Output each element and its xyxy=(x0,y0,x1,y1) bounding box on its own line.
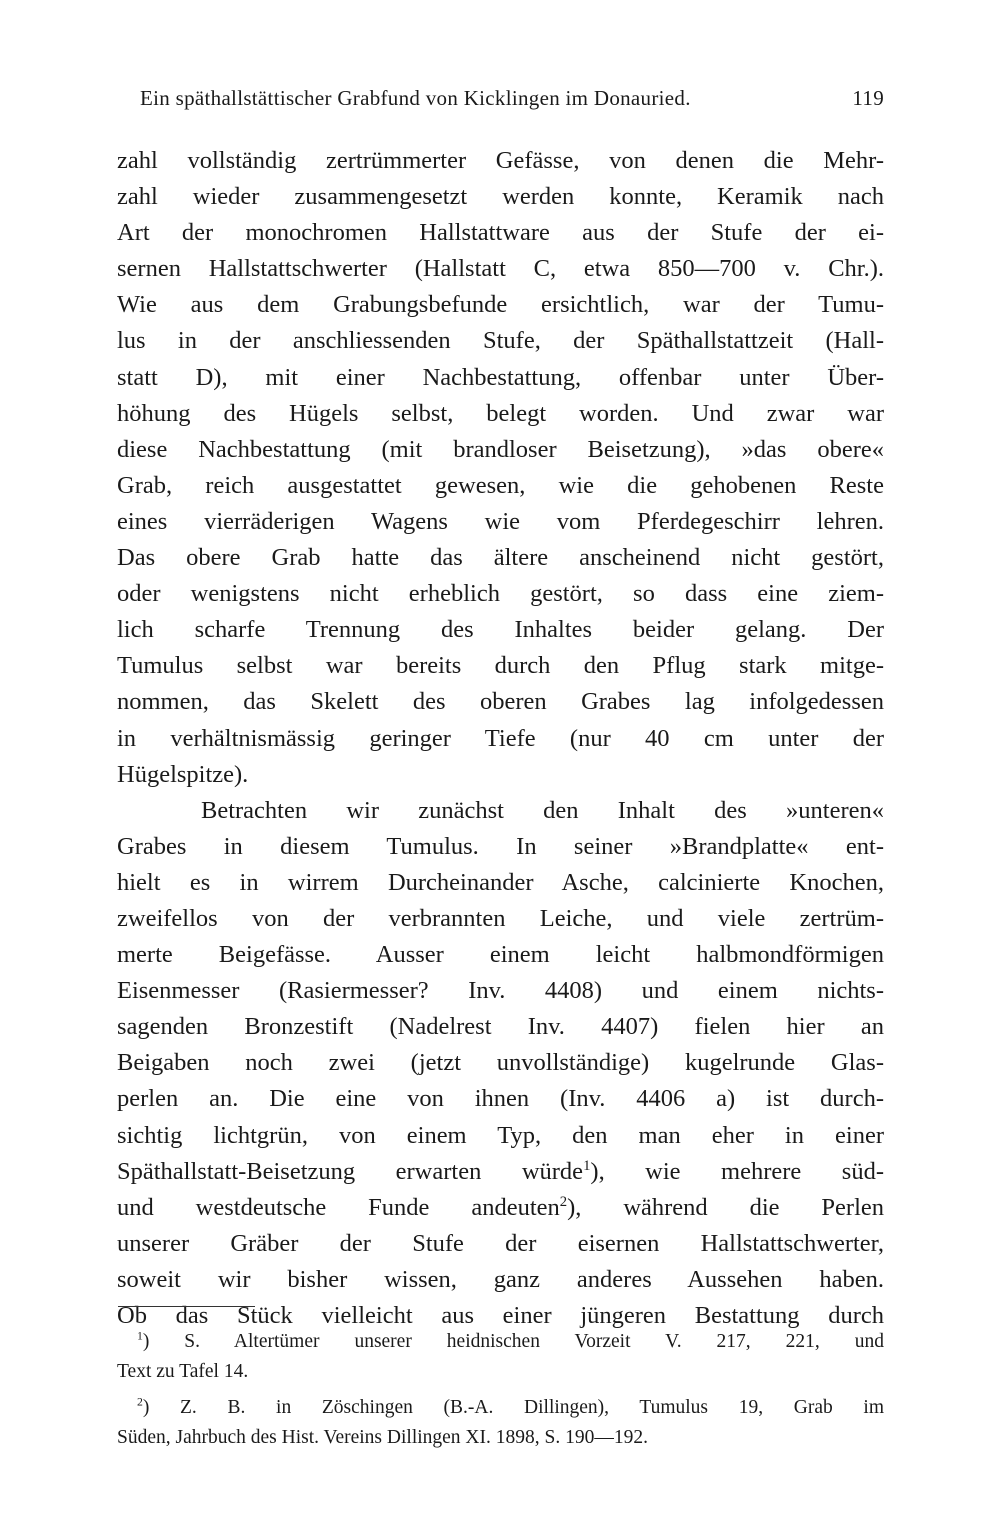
text-line: Betrachten wir zunächst den Inhalt des »unteren« xyxy=(201,796,884,824)
text-line: zahl wieder zusammengesetzt werden konnte, Keramik nach xyxy=(117,183,884,211)
text-line: Hügelspitze). xyxy=(117,760,249,788)
text-line: zahl vollständig zertrümmerter Gefässe, von denen die Mehr- xyxy=(117,147,884,174)
text-line: lich scharfe Trennung des Inhaltes beider gelang. Der xyxy=(117,616,884,644)
text-line: Das obere Grab hatte das ältere anscheinend nicht gestört, xyxy=(117,544,884,572)
text-line: nommen, das Skelett des oberen Grabes lag infolgedessen xyxy=(117,688,884,716)
text-line xyxy=(117,1154,884,1190)
text-line: in verhältnismässig geringer Tiefe (nur 40 cm unter der xyxy=(117,724,884,752)
text-line: zweifellos von der verbrannten Leiche, und viele zertrüm- xyxy=(117,904,884,932)
footnote-mark: 1 xyxy=(137,1329,143,1343)
body-text xyxy=(117,143,884,1334)
text-line: unserer Gräber der Stufe der eisernen Hallstattschwerter, xyxy=(117,1229,884,1257)
text-line: Ob das Stück vielleicht aus einer jüngeren Bestattung durch xyxy=(117,1302,884,1329)
text-line xyxy=(117,1190,884,1226)
text-line: Wie aus dem Grabungsbefunde ersichtlich, war der Tumu- xyxy=(117,291,884,319)
text-line: statt D), mit einer Nachbestattung, offenbar unter Über- xyxy=(117,363,884,391)
text-line: merte Beigefässe. Ausser einem leicht halbmondförmigen xyxy=(117,941,884,969)
text-line: eines vierräderigen Wagens wie vom Pferdegeschirr lehren. xyxy=(117,507,884,535)
footnote-separator xyxy=(118,1306,255,1307)
text-fragment: ) Z. B. in Zöschingen (B.-A. Dillingen), Tumulus 19, Grab im xyxy=(142,1397,884,1418)
text-line: sichtig lichtgrün, von einem Typ, den man eher in einer xyxy=(117,1121,884,1149)
text-line: hielt es in wirrem Durcheinander Asche, calcinierte Knochen, xyxy=(117,868,884,896)
text-line: sagenden Bronzestift (Nadelrest Inv. 4407) fielen hier an xyxy=(117,1013,884,1041)
footnote-1 xyxy=(117,1327,884,1387)
text-line: höhung des Hügels selbst, belegt worden. Und zwar war xyxy=(117,399,884,427)
text-fragment: ) S. Altertümer unserer heidnischen Vorzeit V. 217, 221, und xyxy=(142,1331,884,1352)
footnote-line xyxy=(117,1327,884,1357)
text-line: perlen an. Die eine von ihnen (Inv. 4406 a) ist durch- xyxy=(117,1085,884,1113)
text-line: soweit wir bisher wissen, ganz anderes Aussehen haben. xyxy=(117,1265,884,1293)
running-header-title: Ein späthallstättischer Grabfund von Kicklingen im Donauried. xyxy=(140,86,691,110)
text-line: Beigaben noch zwei (jetzt unvollständige) kugelrunde Glas- xyxy=(117,1049,884,1077)
page-number: 119 xyxy=(852,86,884,110)
footnote-line xyxy=(117,1393,884,1423)
text-fragment: ), während die Perlen xyxy=(567,1193,884,1221)
text-line: diese Nachbestattung (mit brandloser Beisetzung), »das obere« xyxy=(117,435,884,463)
text-line: lus in der anschliessenden Stufe, der Späthallstattzeit (Hall- xyxy=(117,327,884,355)
text-line: Grabes in diesem Tumulus. In seiner »Brandplatte« ent- xyxy=(117,832,884,860)
text-line: sernen Hallstattschwerter (Hallstatt C, etwa 850—700 v. Chr.). xyxy=(117,255,884,283)
footnote-line: Text zu Tafel 14. xyxy=(117,1361,249,1382)
text-fragment: Späthallstatt-Beisetzung erwarten würde xyxy=(117,1157,584,1185)
text-line: Grab, reich ausgestattet gewesen, wie die gehobenen Reste xyxy=(117,471,884,499)
footnotes xyxy=(117,1327,884,1453)
footnote-mark: 2 xyxy=(137,1395,143,1409)
footnote-ref-2[interactable]: 2 xyxy=(559,1193,568,1210)
text-fragment: und westdeutsche Funde andeuten xyxy=(117,1193,560,1221)
text-fragment: ), wie mehrere süd- xyxy=(590,1157,884,1185)
footnote-ref-1[interactable]: 1 xyxy=(583,1157,591,1174)
text-line: Art der monochromen Hallstattware aus der Stufe der ei- xyxy=(117,219,884,247)
footnote-2 xyxy=(117,1393,884,1453)
text-line: Tumulus selbst war bereits durch den Pflug stark mitge- xyxy=(117,652,884,680)
text-line: oder wenigstens nicht erheblich gestört, so dass eine ziem- xyxy=(117,580,884,608)
footnote-line: Süden, Jahrbuch des Hist. Vereins Dillingen XI. 1898, S. 190—192. xyxy=(117,1427,648,1448)
text-line: Eisenmesser (Rasiermesser? Inv. 4408) und einem nichts- xyxy=(117,977,884,1005)
